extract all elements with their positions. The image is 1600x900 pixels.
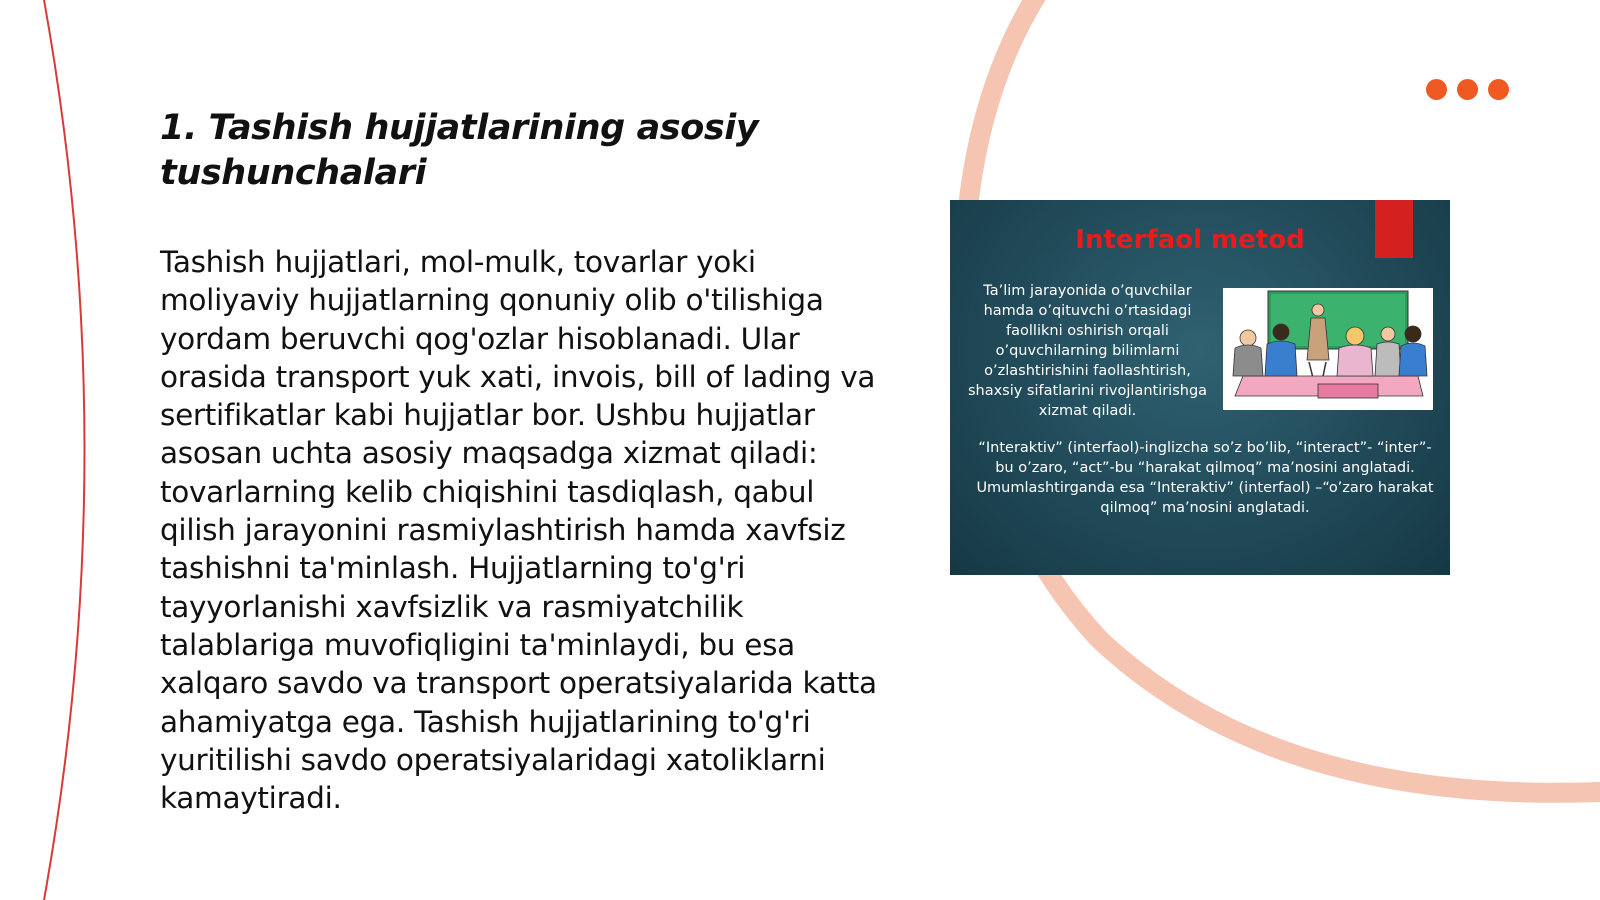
slide-title: 1. Tashish hujjatlarining asosiy tushunchalari bbox=[160, 108, 759, 193]
slide-body-text: Tashish hujjatlari, mol-mulk, tovarlar yoki moliyaviy hujjatlarning qonuniy olib o'tilishiga yordam beruvchi qog'ozlar hisoblanadi. Ular orasida transport yuk xati, invois, bill of lading va sertifikatlar kabi hujjatlar bor. Ushbu hujjatlar asosan uchta asosiy maqsadga xizmat qiladi: tovarlarning kelib chiqishini tasdiqlash, qabul qilish jarayonini rasmiylashtirish hamda xavfsiz tashishni ta'minlash. Hujjatlarning to'g'ri tayyorlanishi xavfsizlik va rasmiyatchilik talablariga muvofiqligini ta'minlaydi, bu esa xalqaro savdo va transport operatsiyalarida katta ahamiyatga ega. Tashish hujjatlarining to'g'ri yuritilishi savdo operatsiyalaridagi xatoliklarni kamaytiradi. bbox=[160, 245, 877, 816]
left-red-curve bbox=[44, 0, 85, 900]
embedded-slide-image bbox=[950, 200, 1450, 575]
image-title: Interfaol metod bbox=[1075, 225, 1305, 255]
dot bbox=[1426, 79, 1447, 100]
image-bottom-text: “Interaktiv” (interfaol)-inglizcha so’z bo’lib, “interact”- “inter”-bu o’zaro, “act”-bu “harakat qilmoq” ma’nosini anglatadi. Umumlashtirganda esa “Interaktiv” (interfaol) –“o’zaro harakat qilmoq” ma’nosini anglatadi. bbox=[976, 440, 1434, 516]
menu-dots-icon bbox=[1426, 79, 1509, 100]
classroom-illustration-icon bbox=[1223, 288, 1433, 410]
dot bbox=[1488, 79, 1509, 100]
dot bbox=[1457, 79, 1478, 100]
image-left-text: Ta’lim jarayonida o’quvchilar hamda o’qituvchi o’rtasidagi faollikni oshirish orqali o’quvchilarning bilimlarni o’zlashtirishini faollashtirish, shaxsiy sifatlarini rivojlantirishga xizmat qiladi. bbox=[967, 283, 1208, 419]
